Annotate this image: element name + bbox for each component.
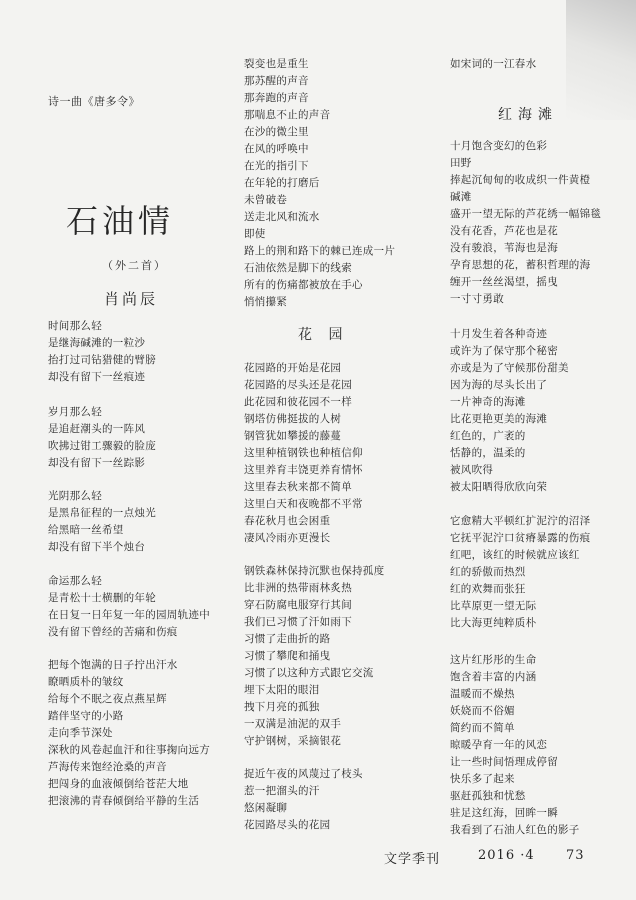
poem-line: 捉近午夜的风蔑过了枝头	[244, 768, 363, 780]
poem-line: 这里养育丰饶更养育情怀	[244, 464, 363, 476]
poem-line: 或许为了保守那个秘密	[450, 345, 558, 357]
poem-line: 把每个饱满的日子拧出汗水	[48, 659, 178, 671]
poem-line: 惹一把溜头的汗	[244, 785, 320, 797]
footer-issue: 2016 ·4	[478, 848, 535, 863]
poem-subtitle: （外二首）	[102, 259, 167, 272]
poem-line: 习惯了以这种方式跟它交流	[244, 667, 374, 679]
poem-line: 裂变也是重生	[244, 58, 309, 70]
poem-line: 比草原更一望无际	[450, 600, 537, 612]
footer-journal: 文学季刊	[384, 852, 441, 867]
poem-line: 春花秋月也会困重	[244, 515, 331, 527]
poem-line: 走向季节深处	[48, 727, 113, 739]
poem-line: 给黑暗一丝希望	[48, 524, 124, 536]
poem-line: 田野	[450, 157, 472, 169]
poem-line: 晾暖孕育一年的风恋	[450, 739, 548, 751]
poem-line: 红的骄傲而热烈	[450, 566, 526, 578]
poem-line: 被风吹得	[450, 464, 494, 476]
poem-line: 花园路的开始是花园	[244, 362, 342, 374]
poem-line: 被太阳晒得欣欣向荣	[450, 481, 548, 493]
stanza	[244, 360, 363, 547]
poem-line: 悄悄攥紧	[244, 296, 288, 308]
poem-line: 在日复一日年复一年的园周轨迹中	[48, 609, 210, 621]
poem-line: 钢铁森林保持沉默也保持孤度	[244, 565, 385, 577]
poem-line: 即使	[244, 228, 266, 240]
poem-line: 我看到了石油人红色的影子	[450, 824, 580, 836]
poem-line: 简约而不简单	[450, 722, 515, 734]
poem-line: 驻足这红海，回眸一瞬	[450, 807, 558, 819]
poem-line: 捧起沉甸甸的收成织一件黄橙	[450, 174, 591, 186]
section-title-garden: 花 园	[298, 327, 349, 343]
poem-line: 抬打过司钻猎健的臂膀	[48, 354, 156, 366]
poem-line: 钢管犹如攀援的藤蔓	[244, 430, 342, 442]
poem-line: 踏伴坚守的小路	[48, 710, 124, 722]
poem-series: 诗一曲《唐多令》	[48, 95, 140, 108]
poem-line: 石油依然是脚下的线索	[244, 262, 352, 274]
poem-line: 饱含着丰富的内涵	[450, 671, 537, 683]
poem-line: 却没有留下一丝踪影	[48, 457, 146, 469]
stanza	[244, 766, 363, 834]
stanza	[48, 318, 156, 386]
poem-line: 亦或是为了守候那份甜美	[450, 362, 569, 374]
poem-line: 把滚沸的青春倾倒给平静的生活	[48, 795, 200, 807]
poem-line: 在风的呼唤中	[244, 143, 309, 155]
poem-line: 送走北风和流水	[244, 211, 320, 223]
poem-line: 光阴那么轻	[48, 490, 102, 502]
poem-line: 驱赶孤独和忧愁	[450, 790, 526, 802]
poem-line: 花园路的尽头还是花园	[244, 379, 352, 391]
poem-line: 是继海碱滩的一粒沙	[48, 337, 146, 349]
scan-shadow	[566, 0, 636, 120]
poem-line: 却没有留下一丝痕迹	[48, 371, 146, 383]
section-title-red-beach: 红海滩	[498, 107, 558, 123]
poem-line: 给每个不眠之夜点燕星辉	[48, 693, 167, 705]
poem-line: 命运那么轻	[48, 575, 102, 587]
poem-line: 缠开一丝丝渴望，摇曳	[450, 276, 558, 288]
poem-line: 这里种植钢铁也种植信仰	[244, 447, 363, 459]
poem-line: 岁月那么轻	[48, 406, 102, 418]
poem-line: 让一些时间悟理成停留	[450, 756, 558, 768]
poem-line: 我们已习惯了汗如雨下	[244, 616, 352, 628]
poem-line: 埋下太阳的眼泪	[244, 684, 320, 696]
poem-line: 这里春去秋来都不简单	[244, 481, 352, 493]
poem-line: 在年轮的打磨后	[244, 177, 320, 189]
poem-line: 在光的指引下	[244, 160, 309, 172]
poem-line: 它抚平泥泞口贫瘠暴露的伤痕	[450, 532, 591, 544]
poem-line: 钢塔仿佛挺拔的人树	[244, 413, 342, 425]
poem-line: 十月饱含变幻的色彩	[450, 140, 548, 152]
poem-line: 路上的荆和路下的棘已连成一片	[244, 245, 396, 257]
poem-line: 习惯了攀爬和捅曳	[244, 650, 331, 662]
poem-line: 悠闲凝聊	[244, 802, 288, 814]
poem-line: 那奔跑的声音	[244, 92, 309, 104]
poem-line: 比非洲的热带雨林炙热	[244, 582, 352, 594]
poem-line: 瞭晒质朴的皱纹	[48, 676, 124, 688]
poem-line: 凄风冷雨亦更漫长	[244, 532, 331, 544]
poem-line: 它愈精大平顿红扩泥泞的沼泽	[450, 515, 591, 527]
poem-line: 这片红彤彤的生命	[450, 654, 537, 666]
stanza	[48, 573, 210, 641]
poem-line: 未曾破卷	[244, 194, 288, 206]
poem-line: 在沙的微尘里	[244, 126, 309, 138]
poem-line: 花园路尽头的花园	[244, 819, 331, 831]
stanza	[450, 138, 601, 308]
poem-line: 一片神奇的海滩	[450, 396, 526, 408]
poem-line: 比大海更纯粹质朴	[450, 617, 537, 629]
poem-line: 吹拂过钳工骤毅的脸庞	[48, 440, 156, 452]
poem-line: 十月发生着各种奇迹	[450, 328, 548, 340]
stanza	[48, 657, 210, 810]
poem-line: 红色的，广袤的	[450, 430, 526, 442]
poem-line: 盛开一望无际的芦花绣一幅锦毯	[450, 208, 602, 220]
footer-page-number: 73	[566, 848, 585, 863]
poem-line: 芦海传来饱经沧桑的声音	[48, 761, 167, 773]
poem-line: 是青松十士横删的年轮	[48, 592, 156, 604]
poem-line: 所有的伤痛都被放在手心	[244, 279, 363, 291]
poem-line: 如宋词的一江春水	[450, 58, 537, 70]
poem-line: 习惯了走曲折的路	[244, 633, 331, 645]
poem-line: 碱滩	[450, 191, 472, 203]
stanza	[450, 326, 569, 496]
poem-line: 穿石防腐电服穿行其间	[244, 599, 352, 611]
stanza-intro	[244, 56, 395, 311]
stanza	[244, 563, 384, 750]
poem-line: 一寸寸勇敢	[450, 293, 504, 305]
stanza-intro	[450, 56, 536, 73]
poem-line: 妖娆而不俗媚	[450, 705, 515, 717]
poem-line: 快乐多了起来	[450, 773, 515, 785]
poem-line: 拽下月亮的孤独	[244, 701, 320, 713]
poem-title: 石油情	[66, 202, 175, 240]
poem-line: 恬静的，温柔的	[450, 447, 526, 459]
poem-line: 守护钢树，采摘银花	[244, 735, 342, 747]
stanza	[450, 513, 590, 632]
poem-line: 因为海的尽头长出了	[450, 379, 548, 391]
poem-line: 红的欢舞而张狂	[450, 583, 526, 595]
poem-line: 却没有留下半个烛台	[48, 541, 146, 553]
poem-line: 把闯身的血液倾倒给苍茫大地	[48, 778, 189, 790]
poem-line: 比花更艳更美的海滩	[450, 413, 548, 425]
poem-line: 红吧，该红的时候就应该红	[450, 549, 580, 561]
stanza	[48, 488, 156, 556]
poem-line: 没有花香，芦花也是花	[450, 225, 558, 237]
poem-line: 没有骏浪，苇海也是海	[450, 242, 558, 254]
poem-author: 肖尚辰	[104, 290, 159, 308]
poem-line: 这里白天和夜晚都不平常	[244, 498, 363, 510]
stanza	[450, 652, 580, 839]
poem-line: 那苏醒的声音	[244, 75, 309, 87]
poem-line: 此花园和彼花园不一样	[244, 396, 352, 408]
stanza	[48, 404, 156, 472]
poem-line: 没有留下曾经的苦痛和伤痕	[48, 626, 178, 638]
poem-line: 是追赶潮头的一阵风	[48, 423, 146, 435]
poem-line: 时间那么轻	[48, 320, 102, 332]
poem-line: 那喘息不止的声音	[244, 109, 331, 121]
poem-line: 温暖而不燥热	[450, 688, 515, 700]
poem-line: 深秋的风卷起血汗和往事掬向远方	[48, 744, 210, 756]
poem-line: 孕育思想的花，蓄积哲理的海	[450, 259, 591, 271]
poem-line: 是黑帛征程的一点烛光	[48, 507, 156, 519]
poem-line: 一双满是油泥的双手	[244, 718, 342, 730]
